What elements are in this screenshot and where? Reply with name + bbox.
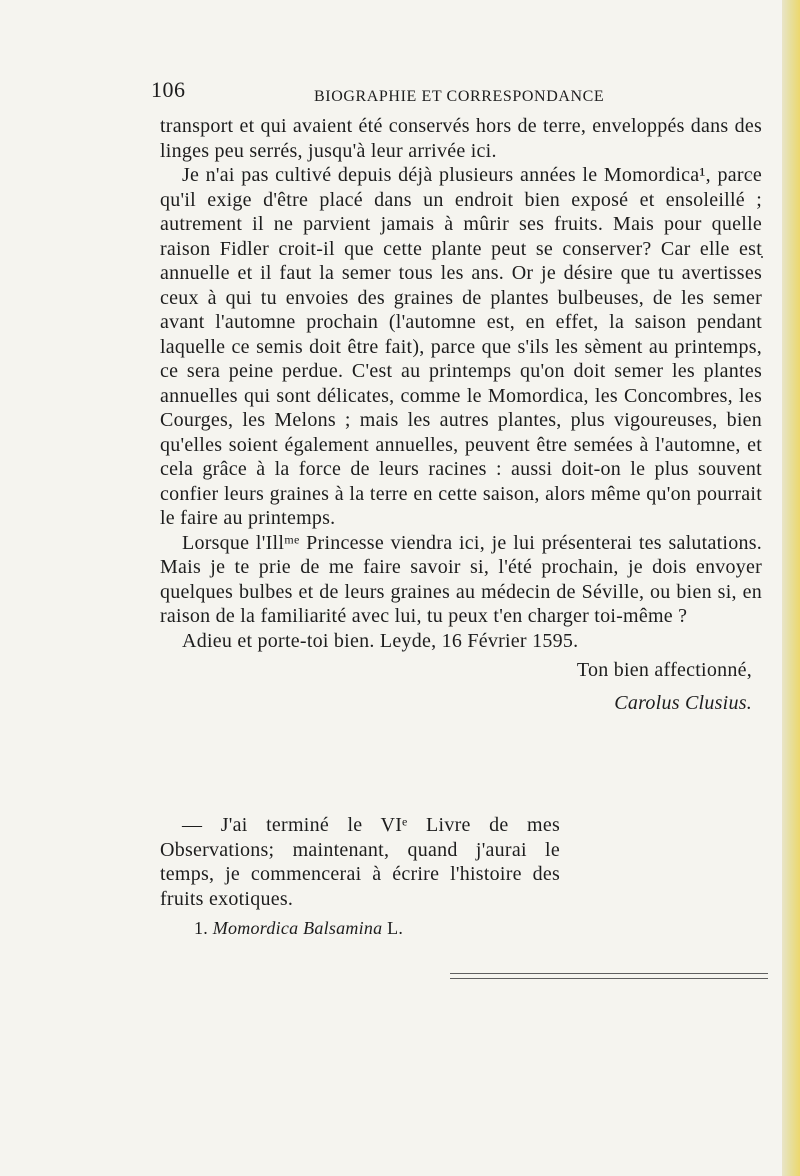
bottom-rule — [450, 973, 768, 974]
note-paragraph: — J'ai terminé le VIᵉ Livre de mes Observations; maintenant, quand j'aurai le temps, je commencerai à écrire l'histoire des fruits exotiques. — [160, 814, 560, 910]
closing-line: Adieu et porte-toi bien. Leyde, 16 Février 1595. — [182, 629, 579, 652]
page-edge-shadow — [782, 0, 800, 1176]
signoff-line: Ton bien affectionné, — [576, 659, 752, 681]
note-paragraph-block — [160, 813, 560, 911]
footnote — [194, 917, 403, 939]
bottom-rule — [450, 978, 768, 979]
running-head: BIOGRAPHIE ET CORRESPONDANCE — [314, 88, 605, 105]
footnote-marker: 1. — [194, 918, 208, 938]
paragraph: Je n'ai pas cultivé depuis déjà plusieurs années le Momordica¹, parce qu'il exige d'être placé dans un endroit bien exposé et ensoleillé ; autrement il ne parvient jamais à mûrir ses fruits. Mais pour quelle raison Fidler croit-il que cette plante peut se conserver? Car elle est annuelle et il faut la semer tous les ans. Or je désire que tu avertisses ceux à qui tu envoies des graines de plantes bulbeuses, de les semer avant l'automne prochain (l'automne est, en effet, la saison pendant laquelle ce semis doit être fait), parce que s'ils les sèment au printemps, ce sera peine perdue. C'est au printemps qu'on doit semer les plantes annuelles qui sont délicates, comme le Momordica, les Concombres, les Courges, les Melons ; mais les autres plantes, plus vigoureuses, bien qu'elles soient également annuelles, peuvent être semées à l'automne, et cela grâce à la force de leurs racines : aussi doit-on le plus souvent confier leurs graines à la terre en cette saison, alors même qu'on pourrait le faire au printemps. — [160, 164, 762, 529]
letter-body — [160, 114, 762, 719]
page-number: 106 — [151, 77, 186, 102]
footnote-plant-name: Momordica Balsamina — [212, 918, 383, 938]
paragraph: Lorsque l'Illᵐᵉ Princesse viendra ici, je lui présenterai tes salutations. Mais je te prie de me faire savoir si, l'été prochain, je dois envoyer quelques bulbes et de leurs graines au médecin de Séville, ou bien si, en raison de la familiarité avec lui, tu peux t'en charger toi-même ? — [160, 531, 762, 627]
paragraph: transport et qui avaient été conservés hors de terre, enveloppés dans des linges peu serrés, jusqu'à leur arrivée ici. — [160, 115, 762, 162]
signature: Carolus Clusius. — [614, 692, 752, 714]
footnote-author: L. — [387, 918, 404, 938]
